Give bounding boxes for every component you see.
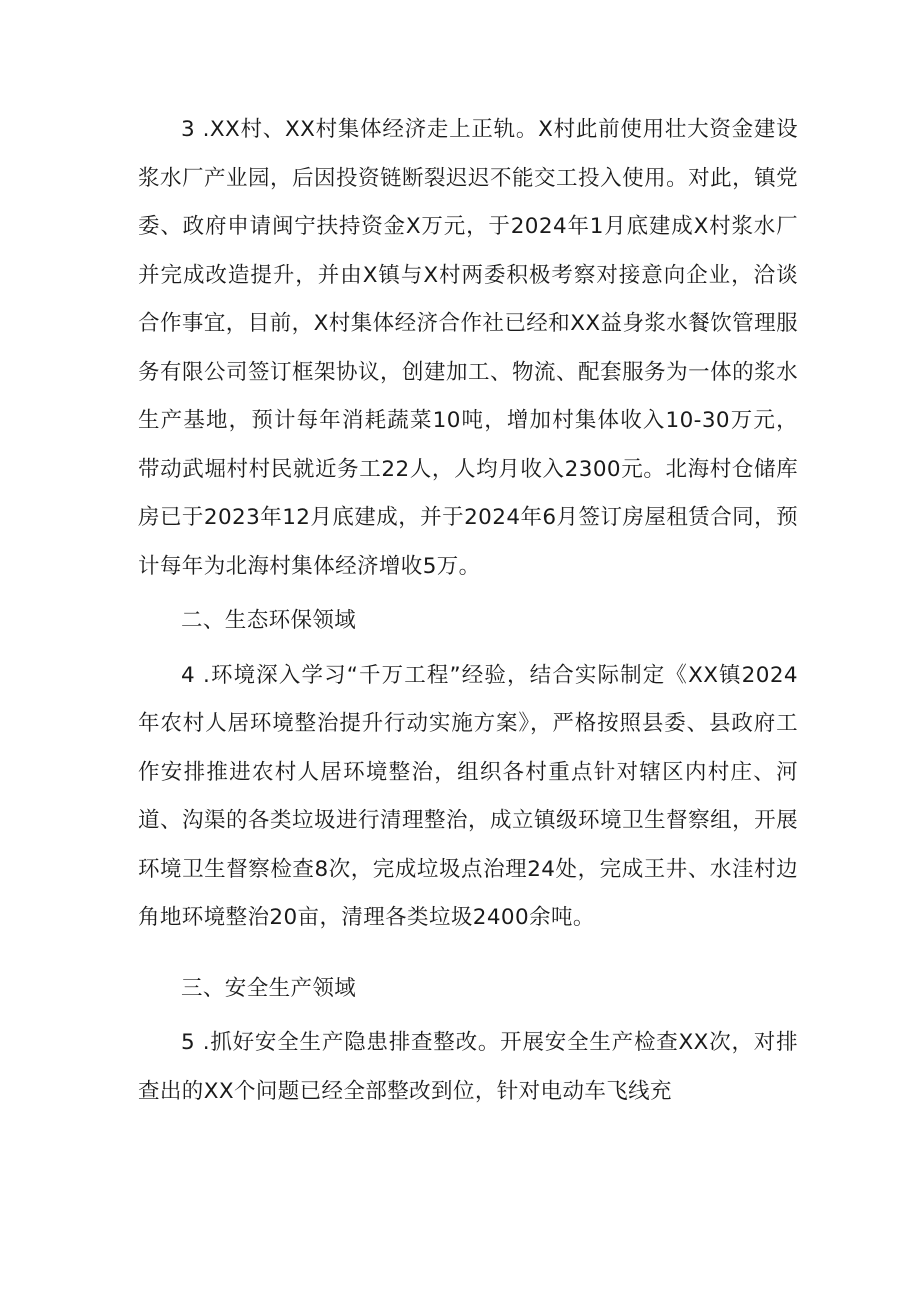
section-heading-ecology: 二、生态环保领域 [181,608,357,633]
document-body [138,106,798,1116]
paragraph-4: 4 .环境深入学习“千万工程”经验，结合实际制定《XX镇2024年农村人居环境整治提升行动实施方案》，严格按照县委、县政府工作安排推进农村人居环境整治，组织各村重点针对辖区内村庄、河道、沟渠的各类垃圾进行清理整治，成立镇级环境卫生督察组，开展环境卫生督察检查8次，完成垃圾点治理24处，完成王井、水洼村边角地环境整治20亩，清理各类垃圾2400余吨。 [138,662,798,930]
section-heading-safety: 三、安全生产领域 [181,975,357,1001]
paragraph-5: 5 .抓好安全生产隐患排查整改。开展安全生产检查XX次，对排查出的XX个问题已经全部整改到位，针对电动车飞线充 [138,1030,798,1104]
paragraph-3: 3 .XX村、XX村集体经济走上正轨。X村此前使用壮大资金建设浆水厂产业园，后因投资链断裂迟迟不能交工投入使用。对此，镇党委、政府申请闽宁扶持资金X万元，于2024年1月底建成X村浆水厂并完成改造提升，并由X镇与X村两委积极考察对接意向企业，洽谈合作事宜，目前，X村集体经济合作社已经和XX益身浆水餐饮管理服务有限公司签订框架协议，创建加工、物流、配套服务为一体的浆水生产基地，预计每年消耗蔬菜10吨，增加村集体收入10-30万元，带动武堀村村民就近务工22人，人均月收入2300元。北海村仓储库房已于2023年12月底建成，并于2024年6月签订房屋租赁合同，预计每年为北海村集体经济增收5万。 [138,117,798,579]
spacer [138,943,798,965]
